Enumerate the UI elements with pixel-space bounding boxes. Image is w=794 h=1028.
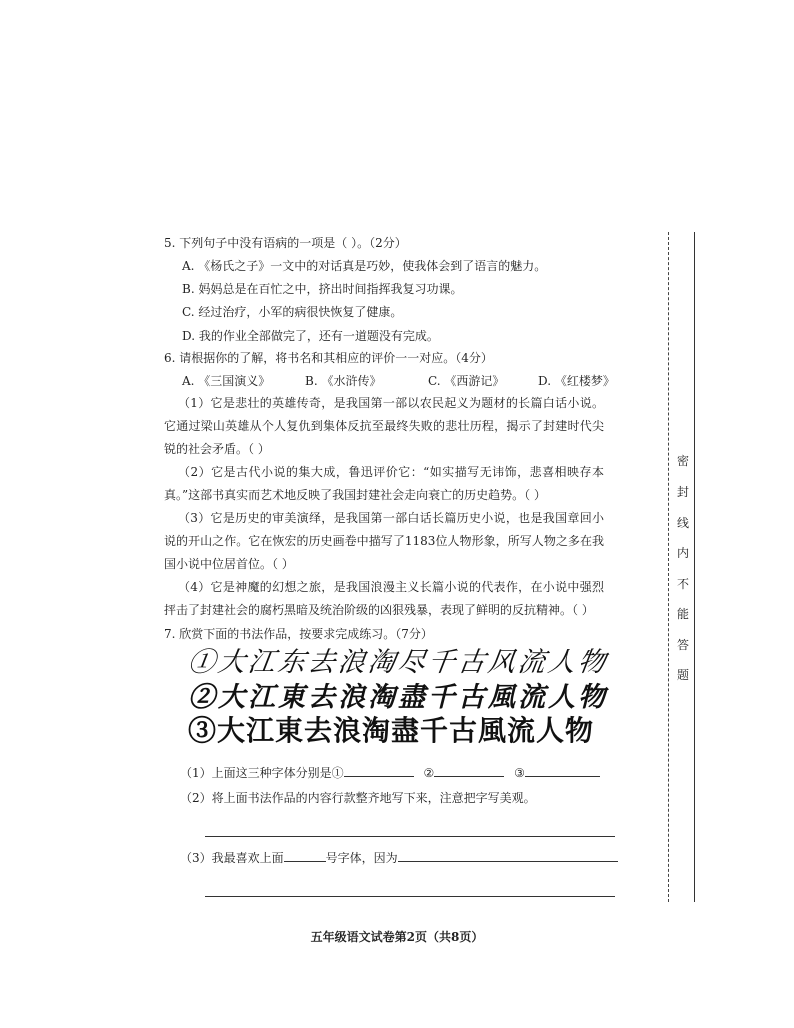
q7-sub2: （2）将上面书法作品的内容行款整齐地写下来，注意把字写美观。 xyxy=(180,791,536,805)
q6-stem: 6. 请根据你的了解，将书名和其相应的评价一一对应。（4分） xyxy=(164,351,493,365)
seal-char: 内 xyxy=(676,546,689,560)
q6-item-4: （4）它是神魔的幻想之旅，是我国浪漫主义长篇小说的代表作，在小说中强烈抨击了封建社会的腐朽黑暗及统治阶级的凶狠残暴，表现了鲜明的反抗精神。（ ） xyxy=(164,580,604,617)
q6-item-3: （3）它是历史的审美演绎，是我国第一部白话长篇历史小说，也是我国章回小说的开山之作。它在恢宏的历史画卷中描写了1183位人物形象，所写人物之多在我国小说中位居首位。（ ） xyxy=(164,511,604,571)
q7-sub1-mark-3: ③ xyxy=(514,766,525,780)
seal-char: 封 xyxy=(676,485,689,499)
seal-char: 密 xyxy=(676,454,689,468)
seal-char: 线 xyxy=(676,516,689,530)
page-footer: 五年级语文试卷第2页（共8页） xyxy=(310,930,484,944)
seal-char: 不 xyxy=(676,577,689,591)
q5-option-c: C. 经过治疗，小军的病很快恢复了健康。 xyxy=(182,305,403,319)
q7-sub3-prefix: （3）我最喜欢上面 xyxy=(180,851,284,865)
q7-sub1-label: （1）上面这三种字体分别是① xyxy=(180,766,344,780)
q6-item-2: （2）它是古代小说的集大成，鲁迅评价它：“如实描写无讳饰，悲喜相映存本真。”这部书真实而艺术地反映了我国封建社会走向衰亡的历史趋势。（ ） xyxy=(164,465,604,502)
q5-option-b: B. 妈妈总是在百忙之中，挤出时间指挥我复习功课。 xyxy=(182,282,463,296)
q7-sub3-mid: 号字体，因为 xyxy=(325,851,398,865)
seal-dashed-line xyxy=(668,232,669,902)
seal-char: 题 xyxy=(676,668,689,682)
answer-blank-number[interactable] xyxy=(284,861,326,862)
q6-book-b: B. 《水浒传》 xyxy=(305,374,382,388)
q7-stem: 7. 欣赏下面的书法作品，按要求完成练习。（7分） xyxy=(164,627,433,641)
answer-line-reason[interactable] xyxy=(205,896,615,897)
calligraphy-line-2: ②大江東去浪淘盡千古風流人物 xyxy=(188,682,608,713)
q6-item-1: （1）它是悲壮的英雄传奇，是我国第一部以农民起义为题材的长篇白话小说。它通过梁山英雄从个人复仇到集体反抗至最终失败的悲壮历程，揭示了封建时代尖锐的社会矛盾。（ ） xyxy=(164,396,604,456)
q7-sub3 xyxy=(180,851,618,865)
calligraphy-line-1: ①大江东去浪淘尽千古风流人物 xyxy=(185,647,611,678)
answer-line-copy[interactable] xyxy=(205,836,615,837)
q6-book-a: A. 《三国演义》 xyxy=(182,374,271,388)
q6-book-c: C. 《西游记》 xyxy=(428,374,505,388)
seal-char: 能 xyxy=(676,607,689,621)
calligraphy-line-3: ③大江東去浪淘盡千古風流人物 xyxy=(188,714,595,747)
answer-blank-font-1[interactable] xyxy=(344,776,414,777)
answer-blank-reason[interactable] xyxy=(398,861,618,862)
q5-option-d: D. 我的作业全部做完了，还有一道题没有完成。 xyxy=(182,329,439,343)
q5-option-a: A. 《杨氏之子》一文中的对话真是巧妙，使我体会到了语言的魅力。 xyxy=(182,259,547,273)
answer-blank-font-2[interactable] xyxy=(434,776,504,777)
q6-book-d: D. 《红楼梦》 xyxy=(538,374,615,388)
q5-stem: 5. 下列句子中没有语病的一项是（ ）。（2分） xyxy=(164,236,407,250)
q7-sub1-mark-2: ② xyxy=(423,766,435,780)
seal-solid-line xyxy=(694,232,695,902)
seal-char: 答 xyxy=(676,638,689,652)
answer-blank-font-3[interactable] xyxy=(525,776,600,777)
q7-sub1 xyxy=(180,766,600,780)
